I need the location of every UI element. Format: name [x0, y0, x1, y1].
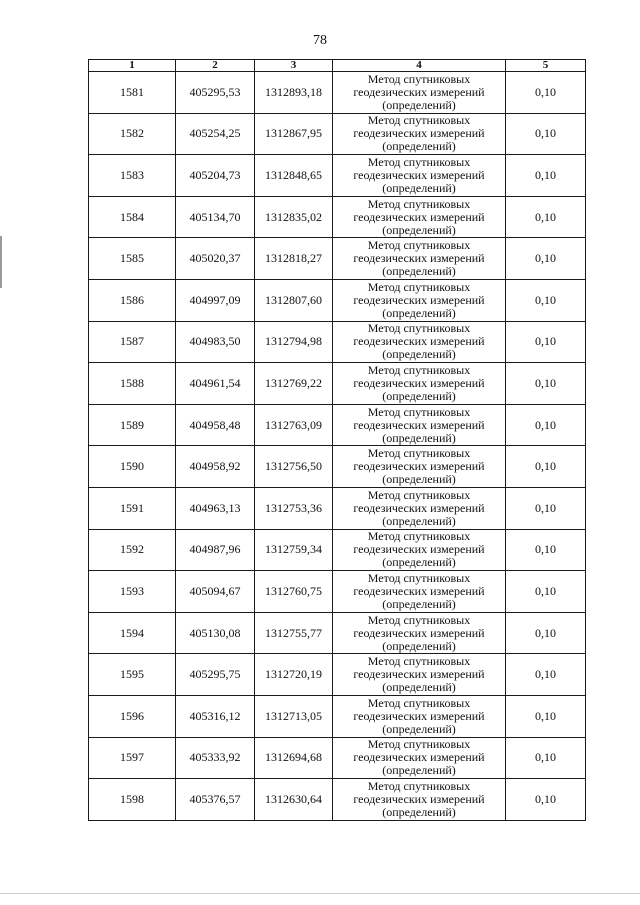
- accuracy-cell: 0,10: [506, 737, 586, 779]
- method-cell: [333, 571, 506, 613]
- method-text-line: Метод спутниковых: [367, 487, 471, 502]
- point-number-cell: 1583: [89, 155, 176, 197]
- table-header: [89, 60, 586, 72]
- table-row: [89, 529, 586, 571]
- point-number-cell: 1593: [89, 571, 176, 613]
- method-text-line: Метод спутниковых: [367, 321, 471, 336]
- method-text-line: геодезических измерений: [353, 750, 485, 765]
- point-number-cell: 1594: [89, 612, 176, 654]
- x-coordinate-cell: 404963,13: [176, 487, 255, 529]
- y-coordinate-cell: 1312756,50: [255, 446, 333, 488]
- method-text-line: геодезических измерений: [353, 583, 485, 598]
- method-text-line: (определений): [382, 180, 456, 195]
- method-text-line: Метод спутниковых: [367, 612, 471, 627]
- accuracy-cell: 0,10: [506, 529, 586, 571]
- table-row: [89, 487, 586, 529]
- point-number-cell: 1584: [89, 196, 176, 238]
- x-coordinate-cell: 405204,73: [176, 155, 255, 197]
- point-number-cell: 1592: [89, 529, 176, 571]
- point-number-cell: 1590: [89, 446, 176, 488]
- accuracy-cell: 0,10: [506, 72, 586, 114]
- table-row: [89, 571, 586, 613]
- point-number-cell: 1589: [89, 404, 176, 446]
- y-coordinate-cell: 1312720,19: [255, 654, 333, 696]
- table-body: [89, 72, 586, 821]
- method-text-line: (определений): [382, 264, 456, 279]
- method-cell: [333, 404, 506, 446]
- x-coordinate-cell: 405254,25: [176, 113, 255, 155]
- method-cell: [333, 238, 506, 280]
- method-cell: [333, 155, 506, 197]
- method-text-line: Метод спутниковых: [367, 570, 471, 585]
- column-header-2: 2: [176, 60, 255, 72]
- y-coordinate-cell: 1312759,34: [255, 529, 333, 571]
- method-text-line: (определений): [382, 638, 456, 653]
- x-coordinate-cell: 405333,92: [176, 737, 255, 779]
- y-coordinate-cell: 1312835,02: [255, 196, 333, 238]
- method-text-line: Метод спутниковых: [367, 238, 471, 253]
- method-cell: [333, 279, 506, 321]
- accuracy-cell: 0,10: [506, 612, 586, 654]
- method-text-line: геодезических измерений: [353, 251, 485, 266]
- scan-edge-mark: [0, 236, 2, 288]
- method-cell: [333, 113, 506, 155]
- method-text-line: (определений): [382, 513, 456, 528]
- method-text-line: Метод спутниковых: [367, 71, 471, 86]
- table-row: [89, 612, 586, 654]
- method-text-line: (определений): [382, 680, 456, 695]
- y-coordinate-cell: 1312818,27: [255, 238, 333, 280]
- method-text-line: Метод спутниковых: [367, 654, 471, 669]
- accuracy-cell: 0,10: [506, 238, 586, 280]
- table-row: [89, 654, 586, 696]
- method-text-line: геодезических измерений: [353, 708, 485, 723]
- x-coordinate-cell: 404958,48: [176, 404, 255, 446]
- y-coordinate-cell: 1312848,65: [255, 155, 333, 197]
- table-row: [89, 238, 586, 280]
- method-text-line: (определений): [382, 388, 456, 403]
- point-number-cell: 1595: [89, 654, 176, 696]
- x-coordinate-cell: 404961,54: [176, 363, 255, 405]
- y-coordinate-cell: 1312893,18: [255, 72, 333, 114]
- x-coordinate-cell: 405316,12: [176, 695, 255, 737]
- table-row: [89, 321, 586, 363]
- method-text-line: Метод спутниковых: [367, 529, 471, 544]
- method-text-line: Метод спутниковых: [367, 113, 471, 128]
- table-row: [89, 779, 586, 821]
- method-text-line: Метод спутниковых: [367, 737, 471, 752]
- method-text-line: (определений): [382, 305, 456, 320]
- y-coordinate-cell: 1312763,09: [255, 404, 333, 446]
- method-text-line: Метод спутниковых: [367, 279, 471, 294]
- point-number-cell: 1587: [89, 321, 176, 363]
- accuracy-cell: 0,10: [506, 487, 586, 529]
- coordinates-table: [88, 59, 586, 821]
- method-cell: [333, 695, 506, 737]
- accuracy-cell: 0,10: [506, 779, 586, 821]
- y-coordinate-cell: 1312760,75: [255, 571, 333, 613]
- method-text-line: (определений): [382, 97, 456, 112]
- method-text-line: геодезических измерений: [353, 167, 485, 182]
- y-coordinate-cell: 1312753,36: [255, 487, 333, 529]
- accuracy-cell: 0,10: [506, 155, 586, 197]
- x-coordinate-cell: 404983,50: [176, 321, 255, 363]
- method-text-line: Метод спутниковых: [367, 196, 471, 211]
- method-cell: [333, 72, 506, 114]
- method-text-line: геодезических измерений: [353, 209, 485, 224]
- point-number-cell: 1596: [89, 695, 176, 737]
- method-text-line: Метод спутниковых: [367, 362, 471, 377]
- method-text-line: геодезических измерений: [353, 667, 485, 682]
- accuracy-cell: 0,10: [506, 654, 586, 696]
- method-cell: [333, 529, 506, 571]
- scan-bottom-edge: [0, 893, 640, 894]
- y-coordinate-cell: 1312713,05: [255, 695, 333, 737]
- method-text-line: (определений): [382, 430, 456, 445]
- method-text-line: (определений): [382, 721, 456, 736]
- point-number-cell: 1591: [89, 487, 176, 529]
- y-coordinate-cell: 1312794,98: [255, 321, 333, 363]
- point-number-cell: 1585: [89, 238, 176, 280]
- table-row: [89, 404, 586, 446]
- y-coordinate-cell: 1312867,95: [255, 113, 333, 155]
- table-row: [89, 446, 586, 488]
- method-text-line: (определений): [382, 472, 456, 487]
- method-text-line: геодезических измерений: [353, 417, 485, 432]
- accuracy-cell: 0,10: [506, 695, 586, 737]
- method-text-line: (определений): [382, 347, 456, 362]
- method-text-line: (определений): [382, 555, 456, 570]
- method-text-line: геодезических измерений: [353, 500, 485, 515]
- method-cell: [333, 779, 506, 821]
- column-header-4: 4: [333, 60, 506, 72]
- method-cell: [333, 612, 506, 654]
- y-coordinate-cell: 1312807,60: [255, 279, 333, 321]
- table-row: [89, 363, 586, 405]
- x-coordinate-cell: 405094,67: [176, 571, 255, 613]
- point-number-cell: 1588: [89, 363, 176, 405]
- point-number-cell: 1586: [89, 279, 176, 321]
- method-text-line: геодезических измерений: [353, 292, 485, 307]
- method-text-line: геодезических измерений: [353, 625, 485, 640]
- x-coordinate-cell: 405020,37: [176, 238, 255, 280]
- point-number-cell: 1581: [89, 72, 176, 114]
- method-cell: [333, 654, 506, 696]
- column-header-5: 5: [506, 60, 586, 72]
- method-text-line: геодезических измерений: [353, 84, 485, 99]
- method-text-line: геодезических измерений: [353, 542, 485, 557]
- accuracy-cell: 0,10: [506, 113, 586, 155]
- x-coordinate-cell: 405295,53: [176, 72, 255, 114]
- y-coordinate-cell: 1312755,77: [255, 612, 333, 654]
- method-cell: [333, 321, 506, 363]
- method-cell: [333, 487, 506, 529]
- method-text-line: Метод спутниковых: [367, 446, 471, 461]
- method-cell: [333, 196, 506, 238]
- accuracy-cell: 0,10: [506, 363, 586, 405]
- method-text-line: (определений): [382, 763, 456, 778]
- method-text-line: геодезических измерений: [353, 126, 485, 141]
- method-cell: [333, 363, 506, 405]
- x-coordinate-cell: 405130,08: [176, 612, 255, 654]
- header-row: [89, 60, 586, 72]
- column-header-1: 1: [89, 60, 176, 72]
- x-coordinate-cell: 404958,92: [176, 446, 255, 488]
- x-coordinate-cell: 404997,09: [176, 279, 255, 321]
- accuracy-cell: 0,10: [506, 446, 586, 488]
- column-header-3: 3: [255, 60, 333, 72]
- accuracy-cell: 0,10: [506, 571, 586, 613]
- method-text-line: (определений): [382, 222, 456, 237]
- method-text-line: (определений): [382, 804, 456, 819]
- point-number-cell: 1582: [89, 113, 176, 155]
- method-text-line: геодезических измерений: [353, 791, 485, 806]
- table-row: [89, 72, 586, 114]
- table-row: [89, 155, 586, 197]
- accuracy-cell: 0,10: [506, 404, 586, 446]
- method-text-line: геодезических измерений: [353, 459, 485, 474]
- method-cell: [333, 737, 506, 779]
- method-cell: [333, 446, 506, 488]
- x-coordinate-cell: 405376,57: [176, 779, 255, 821]
- point-number-cell: 1598: [89, 779, 176, 821]
- y-coordinate-cell: 1312630,64: [255, 779, 333, 821]
- point-number-cell: 1597: [89, 737, 176, 779]
- table-row: [89, 113, 586, 155]
- method-text-line: (определений): [382, 139, 456, 154]
- y-coordinate-cell: 1312694,68: [255, 737, 333, 779]
- x-coordinate-cell: 405295,75: [176, 654, 255, 696]
- accuracy-cell: 0,10: [506, 279, 586, 321]
- method-text-line: геодезических измерений: [353, 334, 485, 349]
- table-row: [89, 695, 586, 737]
- y-coordinate-cell: 1312769,22: [255, 363, 333, 405]
- method-text-line: Метод спутниковых: [367, 154, 471, 169]
- x-coordinate-cell: 405134,70: [176, 196, 255, 238]
- method-text-line: Метод спутниковых: [367, 695, 471, 710]
- table-row: [89, 737, 586, 779]
- page-number: 78: [313, 33, 327, 48]
- method-text-line: Метод спутниковых: [367, 404, 471, 419]
- table-row: [89, 196, 586, 238]
- method-text-line: Метод спутниковых: [367, 778, 471, 793]
- accuracy-cell: 0,10: [506, 196, 586, 238]
- x-coordinate-cell: 404987,96: [176, 529, 255, 571]
- accuracy-cell: 0,10: [506, 321, 586, 363]
- method-text-line: геодезических измерений: [353, 375, 485, 390]
- method-text-line: (определений): [382, 596, 456, 611]
- table-row: [89, 279, 586, 321]
